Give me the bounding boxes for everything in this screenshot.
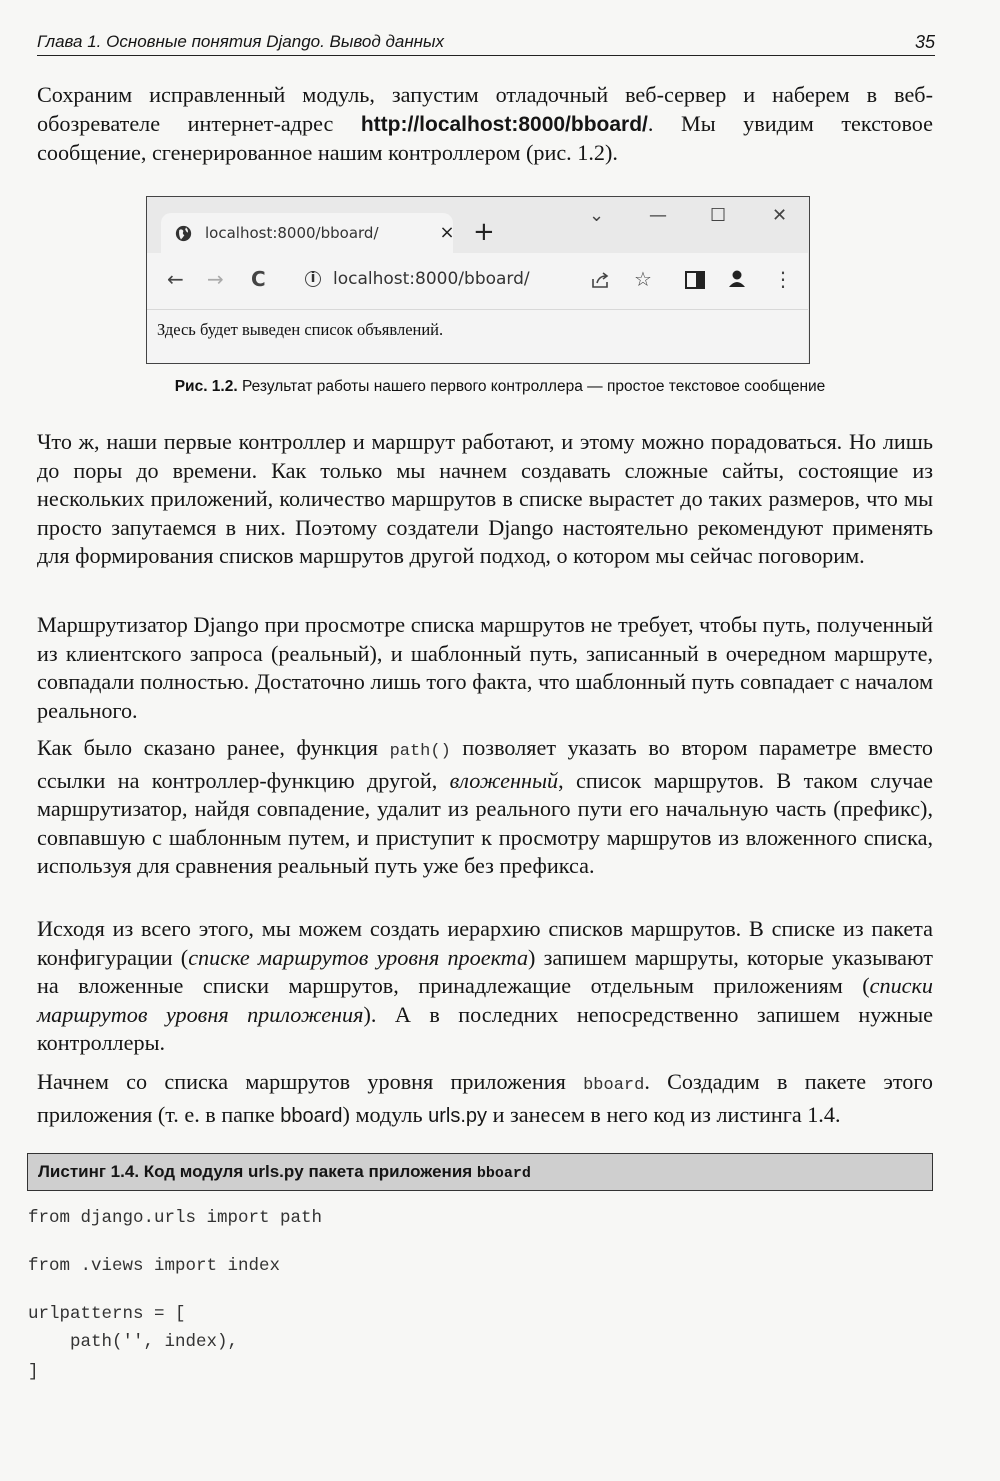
browser-figure bbox=[146, 196, 810, 364]
menu-icon[interactable]: ⋮ bbox=[773, 267, 793, 291]
star-icon[interactable]: ☆ bbox=[634, 267, 652, 291]
listing-title-a: Листинг 1.4. Код модуля bbox=[38, 1162, 248, 1181]
intro-text-before: Сохраним исправленный модуль, запустим отладочный веб-сервер и наберем в веб-обозревателе интернет-адрес bbox=[37, 82, 933, 136]
p4-text-c: ). А в последних непосредственно запишем нужные контроллеры. bbox=[37, 1001, 933, 1056]
chapter-title: Глава 1. Основные понятия Django. Вывод данных bbox=[37, 32, 445, 51]
listing-title-b: пакета приложения bbox=[303, 1162, 477, 1181]
paragraph-5 bbox=[37, 1068, 933, 1130]
browser-toolbar bbox=[147, 253, 808, 309]
caption-text: Результат работы нашего первого контроллера — простое текстовое сообщение bbox=[237, 378, 826, 395]
listing-title-file: urls.py bbox=[248, 1162, 304, 1181]
code-line-2: from .views import index bbox=[28, 1256, 281, 1276]
p3-text-a: Как было сказано ранее, функция bbox=[37, 735, 390, 760]
p3-text-c: , список маршрутов. В таком случае маршрутизатор, найдя совпадение, удалит из реального пути его начальную часть (префикс), совпавшую с шаблонным путем, и приступит к просмотру маршрутов из вложенного списка, используя для сравнения реальный путь уже без префикса. bbox=[37, 767, 933, 879]
page-message: Здесь будет выведен список объявлений. bbox=[157, 320, 444, 339]
listing-title bbox=[38, 1162, 531, 1182]
figure-caption bbox=[0, 378, 1000, 396]
close-tab-icon[interactable]: × bbox=[439, 222, 455, 243]
address-url: localhost:8000/bboard/ bbox=[333, 269, 530, 289]
intro-url: http://localhost:8000/bboard/ bbox=[360, 112, 648, 136]
p5-text-d: и занесем в него код из листинга 1.4. bbox=[487, 1101, 841, 1127]
paragraph-2: Маршрутизатор Django при просмотре списка маршрутов не требует, чтобы путь, полученный из клиентского запроса (реальный), и шаблонный путь, записанный в очередном маршруте, совпадали полностью. Достаточно лишь того факта, что шаблонный путь совпадает с началом реального. bbox=[37, 612, 933, 723]
info-icon[interactable]: i bbox=[305, 271, 321, 287]
paragraph-4 bbox=[37, 915, 933, 1058]
code-line-1: from django.urls import path bbox=[28, 1208, 323, 1228]
code-line-4: path('', index), bbox=[28, 1332, 239, 1352]
back-icon[interactable]: ← bbox=[167, 267, 184, 291]
code-line-3: urlpatterns = [ bbox=[28, 1304, 186, 1324]
intro-paragraph bbox=[37, 81, 933, 168]
page-content bbox=[147, 309, 808, 363]
p5-file: urls.py bbox=[428, 1104, 488, 1127]
p3-code: path() bbox=[389, 742, 451, 761]
reload-icon[interactable]: C bbox=[251, 267, 266, 291]
p4-text-a: Исходя из всего этого, мы можем создать иерархию списков маршрутов. В списке из пакета конфигурации ( bbox=[37, 916, 933, 970]
side-panel-icon[interactable] bbox=[685, 271, 705, 289]
p4-emphasis-1: списке маршрутов уровня проекта bbox=[188, 944, 529, 970]
page-number: 35 bbox=[914, 32, 935, 52]
tab-title: localhost:8000/bboard/ bbox=[205, 224, 379, 242]
share-icon[interactable] bbox=[591, 271, 611, 289]
p3-text-b: позволяет указать во втором параметре вместо ссылки на контроллер-функцию другой, bbox=[37, 735, 934, 793]
maximize-icon[interactable]: ☐ bbox=[710, 205, 727, 226]
p4-text-b: ) запишем маршруты, которые указывают на вложенные списки маршрутов, принадлежащие отдельным приложениям ( bbox=[37, 944, 933, 999]
minimize-icon[interactable]: — bbox=[649, 205, 667, 226]
p3-emphasis: вложенный bbox=[449, 767, 559, 793]
p5-code: bboard bbox=[583, 1076, 645, 1095]
p5-text-a: Начнем со списка маршрутов уровня приложения bbox=[37, 1069, 584, 1094]
paragraph-1: Что ж, наши первые контроллер и маршрут работают, и этому можно порадоваться. Но лишь до поры до времени. Как только мы начнем создавать сложные сайты, состоящие из нескольких приложений, количество маршрутов в списке вырастет до таких размеров, что мы просто запутаемся в них. Поэтому создатели Django настоятельно рекомендуют применять для формирования списков маршрутов другой подход, о котором мы сейчас поговорим. bbox=[37, 429, 933, 569]
p4-emphasis-2: списки маршрутов уровня приложения bbox=[37, 973, 933, 1027]
p5-text-c: ) модуль bbox=[342, 1101, 429, 1127]
page-header bbox=[37, 30, 935, 56]
listing-title-bar bbox=[27, 1153, 933, 1191]
new-tab-icon[interactable]: + bbox=[473, 217, 495, 247]
browser-tab[interactable] bbox=[161, 213, 453, 253]
profile-icon[interactable] bbox=[727, 269, 747, 289]
caption-label: Рис. 1.2. bbox=[174, 378, 238, 395]
forward-icon[interactable]: → bbox=[207, 267, 224, 291]
listing-title-code: bboard bbox=[476, 1165, 531, 1182]
close-window-icon[interactable]: ✕ bbox=[772, 205, 788, 226]
chevron-down-icon[interactable]: ⌄ bbox=[589, 205, 605, 226]
intro-text-after: . Мы увидим текстовое сообщение, сгенерированное нашим контроллером (рис. 1.2). bbox=[37, 110, 933, 166]
code-line-5: ] bbox=[28, 1362, 39, 1382]
paragraph-3 bbox=[37, 734, 933, 881]
p5-folder: bboard bbox=[280, 1104, 343, 1127]
globe-icon bbox=[175, 225, 192, 242]
p5-text-b: . Создадим в пакете этого приложения (т. е. в папке bbox=[37, 1069, 933, 1127]
